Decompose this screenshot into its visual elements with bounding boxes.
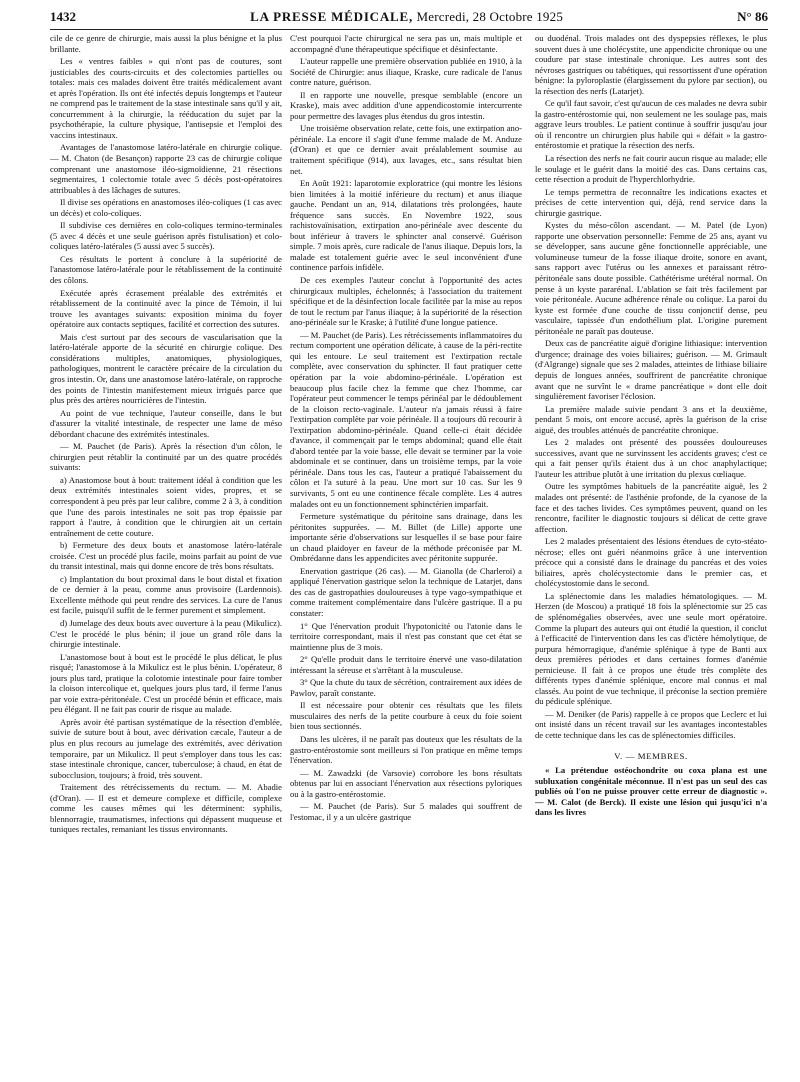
paragraph: L'auteur rappelle une première observation publiée en 1910, à la Société de Chirurgie: anus iliaque, Kraske, cure radicale de l'anus contre nature, guérison. — [290, 56, 522, 88]
section-paragraph: Enervation gastrique (26 cas). — M. Gianolla (de Charleroi) a appliqué l'énervation gastrique selon la technique de Latarjet, dans des cas de gastropathies douloureuses à type vago-sympathique et comme traitement complémentaire dans l'ulcère gastrique. Il a pu constater: — [290, 565, 522, 618]
paragraph: Il subdivise ces dernières en colo-coliques termino-terminales (5 avec 4 décès et une seule guérison après fistulisation) et colo-coliques latéro-latérales (5 aussi avec 5 succès). — [50, 220, 282, 252]
paragraph: — M. Zawadzki (de Varsovie) corrobore les bons résultats obtenus par lui en associant l'énervation aux résections pyloriques ou à la gastro-entérostomie. — [290, 767, 522, 799]
section-heading: V. — MEMBRES. — [614, 750, 688, 761]
paragraph: c) Implantation du bout proximal dans le bout distal et fixation de ce dernier à la peau, comme anus provisoire (Lardennois). Excellente méthode qui peut rendre des services. La cure de l'anus est facile, puisqu'il suffit de le fermer purement et simplement. — [50, 573, 282, 616]
paragraph: Le temps permettra de reconnaître les indications exactes et précises de cette intervention qui, déjà, rend service dans la chirurgie gastrique. — [535, 186, 767, 218]
paragraph: b) Fermeture des deux bouts et anastomose latéro-latérale croisée. C'est un procédé plus facile, moins parfait au point de vue du transit intestinal, mais qui donne encore de très bons résultats. — [50, 540, 282, 572]
lead-paragraph: « La prétendue ostéochondrite ou coxa plana est une subluxation congénitale méconnue. Il n'est pas un seul des cas publiés où l'on ne puisse prouver cette erreur de diagnostic ». — M. Calot (de Berck). Il existe une lésion qui jusqu'ici n'a dans les livres — [535, 765, 767, 818]
paragraph: — M. Pauchet (de Paris). Sur 5 malades qui souffrent de l'estomac, il y a un ulcère gastrique — [290, 801, 522, 822]
paragraph: La résection des nerfs ne fait courir aucun risque au malade; elle le soulage et le guérit dans la moitié des cas. Dans certains cas, cette résection a produit de l'hyperchlorhydrie. — [535, 153, 767, 185]
paragraph: En Août 1921: laparotomie exploratrice (qui montre les lésions bien limitées à la moitié inférieure du rectum) et anus iliaque gauche. Pendant un an, 914, dilatations très prolongées, haute fréquence sans succès. En Novembre 1922, sous rachistovaïnisation, extirpation ano-périnéale avec descente du bout inférieur à travers le sphincter anal conservé. Guérison simple. 7 mois après, cure radicale de l'anus iliaque. Depuis lors, la malade est totalement guérie avec le seul inconvénient d'une continence parfois infidèle. — [290, 178, 522, 273]
paragraph: cile de ce genre de chirurgie, mais aussi la plus bénigne et la plus brillante. — [50, 33, 282, 54]
paragraph: Au point de vue technique, l'auteur conseille, dans le but d'assurer la vitalité intestinale, de respecter une lame de méso débordant chacune des extrémités intestinales. — [50, 407, 282, 439]
paragraph: Les 2 malades ont présenté des poussées douloureuses successives, avant que ne survinssent les accidents graves; c'est ce qui a fait penser qu'ils étaient dus à un choc anaphylactique; l'auteur les attribue plutôt à une irritation du plexus cœliaque. — [535, 437, 767, 479]
paragraph: ou duodénal. Trois malades ont des dyspepsies réflexes, le plus souvent dues à une cholécystite, une appendicite chronique ou une coudure par stase intestinale chronique. Les autres sont des névroses gastriques ou tabétiques, qui ressortissent d'une opération bénigne: la pyloroplastie (élargissement du pylore par section), ou la résection des nerfs (Latarjet). — [535, 33, 767, 96]
paragraph: Ces résultats le portent à conclure à la supériorité de l'anastomose latéro-latérale pour le rétablissement de la continuité des côlons. — [50, 253, 282, 286]
section-paragraph: Avantages de l'anastomose latéro-latérale en chirurgie colique. — M. Chaton (de Besançon) rapporte 23 cas de chirurgie colique comprenant une anastomose iléo-sigmoïdienne, 21 résections segmentaires, 1 colectomie totale avec 5 décès post-opératoires attribuables à des lâchages de sutures. — [50, 142, 282, 195]
section-paragraph: Traitement des rétrécissements du rectum. — M. Abadie (d'Oran). — Il est et demeure complexe et difficile, complexe comme les causes mêmes qui les déterminent: syphilis, blennorragie, traumatismes, infections qui dépassent muqueuse et tuniques rectales, remaniant les tissus environnants. — [50, 782, 282, 835]
paragraph: Outre les symptômes habituels de la pancréatite aiguë, les 2 malades ont présenté: de l'asthénie profonde, de la cyanose de la face et des taches livides. Ces symptômes peuvent, quand on les rencontre, faciliter le diagnostic toujours si délicat de cette grave affection. — [535, 481, 767, 534]
paragraph: Il divise ses opérations en anastomoses iléo-coliques (1 cas avec un décès) et colo-coliques. — [50, 197, 282, 218]
paragraph: Les 2 malades présentaient des lésions étendues de cyto-stéato-nécrose; elles ont guéri néanmoins grâce à une intervention précoce qui a consisté dans le drainage du pancréas et des voies biliaires, après cholécystectomie dans le premier cas, et cholécystostomie dans le second. — [535, 536, 767, 589]
paragraph: 2° Qu'elle produit dans le territoire énervé une vaso-dilatation intéressant la séreuse et s'arrêtant à la musculeuse. — [290, 654, 522, 675]
page-number: 1432 — [50, 9, 76, 24]
paragraph: — M. Pauchet (de Paris). Les rétrécissements inflammatoires du rectum comportent une opération délicate, à cause de la péri-rectite qui les entoure. Le seul traitement est l'extirpation rectale complète, avec conservation du sphincter. Il faut pratiquer cette opération par la voie abdomino-périnéale. L'opération est beaucoup plus facile chez la femme que chez l'homme, car l'opérateur peut commencer le temps périnéal par le dédoublement de la cloison recto-vaginale. L'auteur n'a jamais réussi à faire l'extirpation complète par voie périnéale. Il a toujours dû recourir à l'extirpation abdomino-périnéale. Quand celle-ci était décidée d'avance, il commençait par le temps abdominal; quand elle était d'abord tentée par la voie basse, elle devait se terminer par la voie abdominale et se continuer, dans un troisième temps, par la voie périnéale. Dans tous les cas, l'auteur a pratiqué l'abaissement du côlon et l'a suturé à la peau. Une mort sur 10 cas. Sur les 9 survivants, 5 ont eu une continence fécale complète. Les 4 autres malades ont eu un fonctionnement sphinctérien imparfait. — [290, 329, 522, 509]
paragraph: Exécutée après écrasement préalable des extrémités et rétablissement de la continuité avec la pince de Témoin, il lui trouve les avantages suivants: exposition minima du foyer opératoire aux contacts septiques, facilité et correction des sutures. — [50, 287, 282, 330]
section-paragraph: Deux cas de pancréatite aiguë d'origine lithiasique: intervention d'urgence; drainage des voies biliaires; guérison. — M. Grimault (d'Algrange) signale que ses 2 malades, atteintes de lithiase biliaire depuis de longues années, souffrirent de pancréatite chronique avant que ne survînt le « drame pancréatique » dont elle doit singulièrement favoriser l'éclosion. — [535, 338, 767, 402]
paragraph: Ce qu'il faut savoir, c'est qu'aucun de ces malades ne devra subir la gastro-entérostomie qui, non seulement ne les soulage pas, mais aggrave leurs troubles. Le patient continue à souffrir jusqu'au jour où il rencontre un chirurgien plus habile qui « défait » la gastro-entérostomie et pratique la résection des nerfs. — [535, 98, 767, 151]
paragraph: — M. Pauchet (de Paris). Après la résection d'un côlon, le chirurgien peut rétablir la continuité par un des quatre procédés suivants: — [50, 441, 282, 473]
paragraph: De ces exemples l'auteur conclut à l'opportunité des actes chirurgicaux multiples, échelonnés; à l'association du traitement spécifique et de la désinfection locale facilitée par la mise au repos de tout le rectum par l'anus iliaque; à la supériorité de la résection ano-périnéale sur le Kraske; à l'utilité d'une longue patience. — [290, 275, 522, 328]
paragraph: Dans les ulcères, il ne paraît pas douteux que les résultats de la gastro-entérostomie sont meilleurs si l'on pratique en même temps l'énervation. — [290, 734, 522, 766]
issue-date: Mercredi, 28 Octobre 1925 — [416, 9, 564, 24]
paragraph: Une troisième observation relate, cette fois, une extirpation ano-périnéale. La encore il s'agit d'une femme malade de M. Anduze (d'Oran) et que ce dernier avait préalablement soumise au traitement spécifique (914), aux lavages, etc., sans résultat bien net. — [290, 123, 522, 176]
journal-title — [250, 9, 563, 25]
paragraph: 1° Que l'énervation produit l'hypotonicité ou l'atonie dans le territoire correspondant, mais il n'est pas constant que cet état se maintienne plus de 3 mois. — [290, 620, 522, 652]
paragraph: La première malade suivie pendant 3 ans et la deuxième, pendant 5 mois, ont encore accusé, après la guérison de la crise aiguë, des troubles atténués de pancréatite chronique. — [535, 403, 767, 435]
page-header — [50, 6, 768, 28]
section-paragraph: La splénectomie dans les maladies hématologiques. — M. Herzen (de Moscou) a pratiqué 18 fois la splénectomie sur 25 cas de splénomégalies observées, avec une seule mort opératoire. Comme la plupart des auteurs qui ont étudié la question, il conclut à l'efficacité de l'intervention dans les cas d'ictère hémolytique, de purpura hémorragique, d'anémie splénique à type de Banti aux deux premières périodes et dans certaines formes d'anémie pernicieuse. Il fait à ce propos une étude très complète des différents types d'anémie splénique, encore mal connus et mal classés. Au point de vue technique, il préconise la section première du pédicule splénique. — [535, 590, 767, 707]
journal-name: LA PRESSE MÉDICALE, — [250, 9, 414, 24]
section-paragraph: Kystes du méso-côlon ascendant. — M. Patel (de Lyon) rapporte une observation personnelle: Femme de 25 ans, ayant vu se développer, sans aucune gêne fonctionnelle appréciable, une volumineuse tumeur de la fosse iliaque droite, sonore en avant, sans rapport avec l'utérus ou les annexes et paraissant rétro-péritonéale sans doute possible. Cathétérisme urétéral normal. On pense à un kyste pararénal. L'ablation se fait très facilement par voie péritonéale. Aucune adhérence rénale ou colique. La paroi du kyste est formée d'une couche de tissu conjonctif dense, peu vasculaire, tapissée d'un endothélium plat. L'origine purement péritonéale ne paraît pas douteuse. — [535, 220, 767, 336]
paragraph: 3° Que la chute du taux de sécrétion, contrairement aux idées de Pawlov, paraît constante. — [290, 677, 522, 698]
column-right — [535, 33, 767, 1075]
paragraph: C'est pourquoi l'acte chirurgical ne sera pas un, mais multiple et accompagné d'une thérapeutique spécifique et désinfectante. — [290, 33, 522, 54]
issue-number: N° 86 — [737, 9, 768, 24]
column-left — [50, 33, 282, 1075]
paragraph: Mais c'est surtout par des secours de vascularisation que la latéro-latérale apporte de la sécurité en chirurgie colique. Des considérations multiples, anatomiques, physiologiques, pathologiques, montrent le caractère précaire de la circulation du gros intestin. Or, dans une anastomose latéro-latérale, on rapproche des points de l'intestin manifestement mieux irrigués parce que plus près des artères nourricières de l'intestin. — [50, 331, 282, 406]
header-rule — [50, 29, 768, 30]
paragraph: Il en rapporte une nouvelle, presque semblable (encore un Kraske), mais avec addition d'une appendicostomie intercurrente pour permettre des lavages plus étendus du gros intestin. — [290, 89, 522, 121]
paragraph: Il est nécessaire pour obtenir ces résultats que les filets musculaires des nerfs de la petite courbure à ceux du foie soient bien tous sectionnés. — [290, 700, 522, 732]
column-middle — [290, 33, 522, 1075]
paragraph: Les « ventres faibles » qui n'ont pas de coutures, sont justiciables des courts-circuits et des colectomies partielles ou totales: mais ces malades doivent être traités médicalement avant et après l'opération. Ils ont été infectés depuis longtemps et l'auteur ne comprend pas le traitement de la stase intestinale sans qu'il y ait, concurremment à la chirurgie, la rééducation du sujet par la psychothérapie, la culture physique, l'antisepsie et l'emploi des vaccins intestinaux. — [50, 56, 282, 140]
paragraph: a) Anastomose bout à bout: traitement idéal à condition que les deux extrémités intestinales soient vides, propres, et se correspondent à peu près par leur calibre, comme 2 à 3, à condition que l'une des parois intestinales ne soit pas trop épaissie par rapport à l'autre, à condition que le chirurgien ait un certain entraînement de cette couture. — [50, 474, 282, 538]
section-paragraph: Fermeture systématique du péritoine sans drainage, dans les péritonites suppurées. — M. Billet (de Lille) apporte une importante série d'observations sur lesquelles il se base pour faire un chaud plaidoyer en faveur de la méthode préconisée par M. Ombrédanne dans les appendicites avec péritonite suppurée. — [290, 511, 522, 564]
paragraph: L'anastomose bout à bout est le procédé le plus délicat, le plus risqué; l'anastomose à la Mikulicz est le plus bénin. L'opérateur, 8 jours plus tard, pratique la colotomie intestinale pour faire tomber la cloison intercolique et, quelques jours plus tard, il ferme l'anus par voie extra-péritonéale. C'est un procédé bénin et efficace, mais peu élégant. Il ne fait pas courir de risque au malade. — [50, 651, 282, 715]
paragraph: — M. Deniker (de Paris) rappelle à ce propos que Leclerc et lui ont insisté dans un récent travail sur les avantages incontestables de cette technique dans les cas de splénectomies difficiles. — [535, 708, 767, 740]
paragraph: d) Jumelage des deux bouts avec ouverture à la peau (Mikulicz). C'est le procédé le plus bénin; il joue un grand rôle dans la chirurgie intestinale. — [50, 617, 282, 650]
paragraph: Après avoir été partisan systématique de la résection d'emblée, suivie de suture bout à bout, avec dérivation cæcale, l'auteur a de plus en plus recours au jumelage des extrémités, avec dérivation temporaire, par un Mikulicz. Il peut s'employer dans tous les cas: stase intestinale chronique, cancer, tuberculose; à chaud, en état de subocclusion, toujours; à froid, très souvent. — [50, 716, 282, 780]
